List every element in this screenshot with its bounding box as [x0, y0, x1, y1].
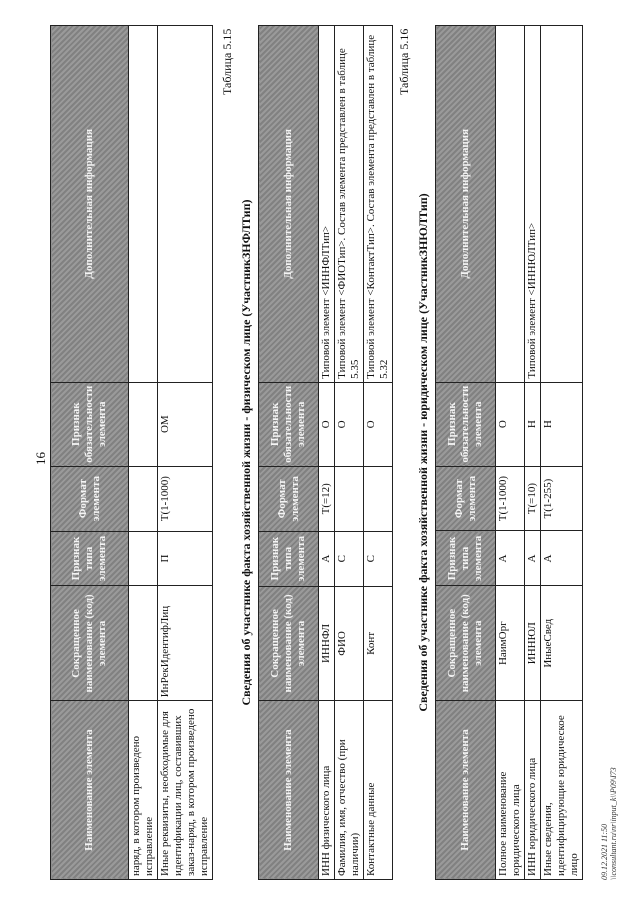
table-row — [319, 26, 335, 880]
table-5-16-caption: Таблица 5.16 — [397, 28, 411, 95]
header-type: Признак типа элемента — [51, 531, 129, 586]
cell-format: Т(1-255) — [541, 466, 583, 531]
cell-type: П — [158, 531, 213, 586]
table-5-16 — [435, 25, 583, 880]
table-row — [541, 26, 583, 880]
table-row — [129, 26, 158, 880]
cell-format — [364, 466, 393, 531]
cell-info: Типовой элемент <ФИОТип>. Состав элемента представлен в таблице 5.35 — [335, 26, 364, 383]
footer-timestamp: 09.12.2021 11:50 — [600, 823, 609, 880]
cell-format: Т(1-1000) — [158, 466, 213, 531]
header-name: Наименование элемента — [259, 701, 319, 880]
cell-info: Типовой элемент <ИННЮЛТип> — [525, 26, 541, 383]
cell-format — [335, 466, 364, 531]
header-type: Признак типа элемента — [436, 531, 496, 586]
table-row — [525, 26, 541, 880]
cell-code — [129, 586, 158, 701]
cell-name: ИНН юридического лица — [525, 700, 541, 879]
cell-type: С — [335, 531, 364, 586]
cell-type: А — [525, 531, 541, 586]
cell-mandatory: О — [335, 382, 364, 466]
cell-type: А — [496, 531, 525, 586]
cell-info: Типовой элемент <КонтактТип>. Состав элемента представлен в таблице 5.32 — [364, 26, 393, 383]
table-row — [364, 26, 393, 880]
page-number: 16 — [33, 452, 48, 465]
cell-mandatory: О — [496, 382, 525, 466]
cell-format: Т(=10) — [525, 466, 541, 531]
header-info: Дополнительная информация — [259, 26, 319, 383]
header-name: Наименование элемента — [51, 701, 129, 880]
cell-code: ИННЮЛ — [525, 586, 541, 701]
cell-type: С — [364, 531, 393, 586]
header-code: Сокращенное наименование (код) элемента — [51, 586, 129, 701]
header-format: Формат элемента — [259, 466, 319, 531]
header-code: Сокращенное наименование (код) элемента — [259, 586, 319, 701]
cell-info: Типовой элемент <ИННФЛТип> — [319, 26, 335, 383]
cell-info — [541, 26, 583, 383]
footer-path: \\consultant.ru\nr\input_k\\P09\I73 — [609, 767, 618, 880]
header-type: Признак типа элемента — [259, 531, 319, 586]
cell-name: Контактные данные — [364, 701, 393, 880]
cell-mandatory — [129, 382, 158, 466]
table-5-16-title: Сведения об участнике факта хозяйственной жизни - юридическом лице (УчастникЗНЮЛТип) — [416, 193, 430, 712]
cell-type — [129, 531, 158, 586]
cell-name: Иные сведения, идентифицирующие юридическое лицо — [541, 700, 583, 879]
header-mandatory: Признак обязательности элемента — [436, 382, 496, 466]
header-info: Дополнительная информация — [436, 26, 496, 383]
cell-mandatory: ОМ — [158, 382, 213, 466]
print-footer — [600, 767, 618, 880]
cell-info — [496, 26, 525, 383]
cell-mandatory: О — [364, 382, 393, 466]
cell-name: наряд, в котором произведено исправление — [129, 701, 158, 880]
cell-name: Фамилия, имя, отчество (при наличии) — [335, 701, 364, 880]
header-info: Дополнительная информация — [51, 26, 129, 383]
table-5-15 — [258, 25, 393, 880]
cell-name: ИНН физического лица — [319, 701, 335, 880]
cell-mandatory: Н — [541, 382, 583, 466]
cell-code: ИнРекИдентифЛиц — [158, 586, 213, 701]
table-5-15-title: Сведения об участнике факта хозяйственной жизни - физическом лице (УчастникЗНФЛТип) — [239, 199, 253, 706]
table-row — [496, 26, 525, 880]
header-mandatory: Признак обязательности элемента — [259, 382, 319, 466]
cell-code: ФИО — [335, 586, 364, 701]
cell-info — [129, 26, 158, 383]
table-5-15-caption: Таблица 5.15 — [220, 28, 234, 95]
cell-type: А — [541, 531, 583, 586]
cell-info — [158, 26, 213, 383]
header-name: Наименование элемента — [436, 700, 496, 879]
cell-format: Т(1-1000) — [496, 466, 525, 531]
cell-code: ИННФЛ — [319, 586, 335, 701]
table-row — [335, 26, 364, 880]
header-format: Формат элемента — [436, 466, 496, 531]
cell-mandatory: Н — [525, 382, 541, 466]
cell-format: Т(=12) — [319, 466, 335, 531]
cell-name: Иные реквизиты, необходимые для идентификации лиц, составивших заказ-наряд, в котором произведено исправление — [158, 701, 213, 880]
cell-code: ИныеСвед — [541, 586, 583, 701]
cell-mandatory: О — [319, 382, 335, 466]
cell-code: НаимОрг — [496, 586, 525, 701]
header-format: Формат элемента — [51, 466, 129, 531]
table-row — [158, 26, 213, 880]
cell-code: Конт — [364, 586, 393, 701]
header-code: Сокращенное наименование (код) элемента — [436, 586, 496, 701]
cell-name: Полное наименование юридического лица — [496, 700, 525, 879]
header-mandatory: Признак обязательности элемента — [51, 382, 129, 466]
cell-type: А — [319, 531, 335, 586]
table-continuation — [50, 25, 213, 880]
cell-format — [129, 466, 158, 531]
